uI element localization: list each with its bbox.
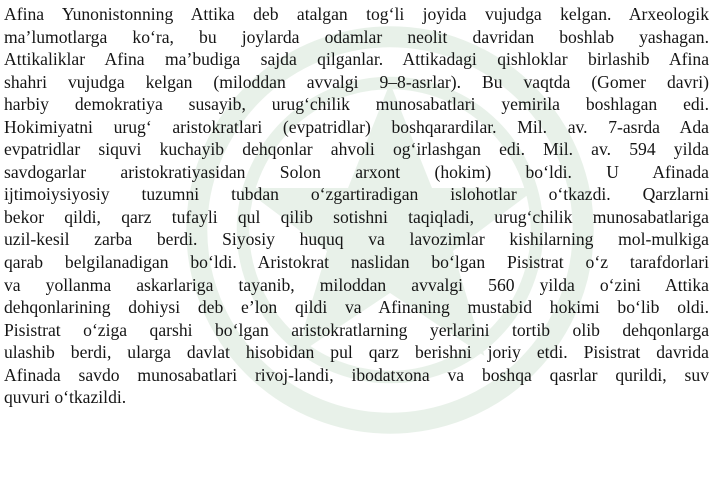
text-line: ulashib berdi, ularga davlat hisobidan pul qarz berishni joriy etdi. Pisistrat davrida — [4, 342, 709, 363]
text-line: Afina Yunonistonning Attika deb atalgan tog‘li joyida vujudga kelgan. Arxeologik — [4, 4, 709, 24]
body-paragraph — [4, 3, 709, 409]
text-line: uzil-kesil zarba berdi. Siyosiy huquq va lavozimlar kishilarning mol-mulkiga — [4, 229, 709, 250]
text-line: Hokimiyatni urug‘ aristokratlari (evpatridlar) boshqarardilar. Mil. av. 7-asrda Ada — [4, 116, 709, 137]
text-line: savdogarlar aristokratiyasidan Solon arxont (hokim) bo‘ldi. U Afinada — [4, 161, 709, 182]
text-line: Afinada savdo munosabatlari rivoj-landi, ibodatxona va boshqa qasrlar qurildi, suv — [4, 364, 709, 385]
text-line: dehqonlarining dohiysi deb e’lon qildi va Afinaning mustabid hokimi bo‘lib oldi. — [4, 297, 709, 318]
text-line: shahri vujudga kelgan (miloddan avvalgi 9–8-asrlar). Bu vaqtda (Gomer davri) — [4, 71, 709, 92]
text-line: harbiy demokratiya susayib, urug‘chilik munosabatlari yemirila boshlagan edi. — [4, 94, 709, 115]
text-line: Attikaliklar Afina ma’budiga sajda qilganlar. Attikadagi qishloklar birlashib Afina — [4, 49, 709, 70]
text-line: ma’lumotlarga ko‘ra, bu joylarda odamlar neolit davridan boshlab yashagan. — [4, 26, 709, 47]
text-line: qarab belgilanadigan bo‘ldi. Aristokrat naslidan bo‘lgan Pisistrat o‘z tarafdorlari — [4, 252, 709, 273]
text-line: ijtimoiysiyosiy tuzumni tubdan o‘zgartiradigan islohotlar o‘tkazdi. Qarzlarni — [4, 184, 709, 205]
text-line: bekor qildi, qarz tufayli qul qilib sotishni taqiqladi, urug‘chilik munosabatlariga — [4, 206, 709, 227]
text-line: Pisistrat o‘ziga qarshi bo‘lgan aristokratlarning yerlarini tortib olib dehqonlarga — [4, 319, 709, 340]
text-line: quvuri o‘tkazildi. — [4, 387, 127, 408]
text-line: evpatridlar siquvi kuchayib dehqonlar ahvoli og‘irlashgan edi. Mil. av. 594 yilda — [4, 139, 709, 160]
text-line: va yollanma askarlariga tayanib, miloddan avvalgi 560 yilda o‘zini Attika — [4, 274, 709, 295]
